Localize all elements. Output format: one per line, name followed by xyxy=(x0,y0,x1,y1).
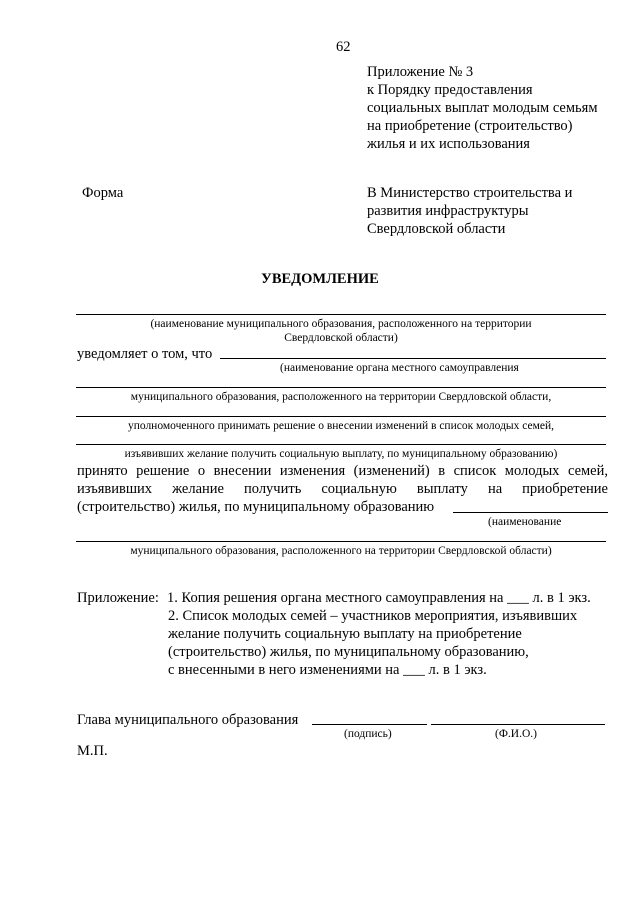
expressed-wish-caption: изъявивших желание получить социальную выплату, по муниципальному образованию) xyxy=(124,448,558,460)
municipality-caption: Свердловской области) xyxy=(284,332,398,344)
name-caption: (наименование xyxy=(488,516,562,528)
appendix-line: Приложение № 3 xyxy=(367,64,474,80)
document-title-text: УВЕДОМЛЕНИЕ xyxy=(261,271,379,287)
attachment-item: (строительство) жилья, по муниципальному образованию, xyxy=(168,644,529,660)
authority-field-line-4[interactable] xyxy=(76,444,606,445)
body-line: (строительство) жилья, по муниципальному образованию xyxy=(77,499,435,515)
municipality-field-line[interactable] xyxy=(76,314,606,315)
municipality-caption: (наименование муниципального образования, расположенного на территории xyxy=(150,318,532,330)
attachments-label: Приложение: xyxy=(77,590,159,606)
attachment-item: 2. Список молодых семей – участников мероприятия, изъявивших xyxy=(168,608,578,624)
full-name-field-line[interactable] xyxy=(431,724,605,725)
municipality-caption: муниципального образования, расположенного на территории Свердловской области) xyxy=(130,545,552,557)
appendix-line: социальных выплат молодым семьям xyxy=(367,100,598,116)
body-line: изъявивших желание получить социальную выплату на приобретение xyxy=(77,481,608,497)
attachment-item: с внесенными в него изменениями на ___ л. в 1 экз. xyxy=(168,662,487,678)
form-label: Форма xyxy=(82,185,124,201)
municipality-field-line-3[interactable] xyxy=(76,541,606,542)
addressee-line: В Министерство строительства и xyxy=(367,185,573,201)
addressee-line: Свердловской области xyxy=(367,221,506,237)
appendix-line: жилья и их использования xyxy=(367,136,530,152)
signature-field-line[interactable] xyxy=(312,724,427,725)
appendix-line: на приобретение (строительство) xyxy=(367,118,573,134)
document-title xyxy=(0,270,640,288)
attachment-item: 1. Копия решения органа местного самоуправления на ___ л. в 1 экз. xyxy=(167,590,591,606)
authority-field-line-3[interactable] xyxy=(76,416,606,417)
authority-field-line[interactable] xyxy=(220,358,606,359)
authority-caption: (наименование органа местного самоуправления xyxy=(280,362,519,374)
body-line: принято решение о внесении изменения (изменений) в список молодых семей, xyxy=(77,463,608,479)
notifies-prefix: уведомляет о том, что xyxy=(77,346,213,362)
signature-caption: (подпись) xyxy=(344,728,392,740)
municipality-caption: муниципального образования, расположенного на территории Свердловской области, xyxy=(130,391,552,403)
municipality-field-line-2[interactable] xyxy=(453,512,608,513)
appendix-line: к Порядку предоставления xyxy=(367,82,533,98)
authority-field-line-2[interactable] xyxy=(76,387,606,388)
authorized-caption: уполномоченного принимать решение о внесении изменений в список молодых семей, xyxy=(127,420,555,432)
full-name-caption: (Ф.И.О.) xyxy=(495,728,537,740)
attachment-item: желание получить социальную выплату на приобретение xyxy=(168,626,522,642)
head-label: Глава муниципального образования xyxy=(77,712,299,728)
page-number: 62 xyxy=(336,39,351,55)
seal-label: М.П. xyxy=(77,743,108,759)
addressee-line: развития инфраструктуры xyxy=(367,203,529,219)
